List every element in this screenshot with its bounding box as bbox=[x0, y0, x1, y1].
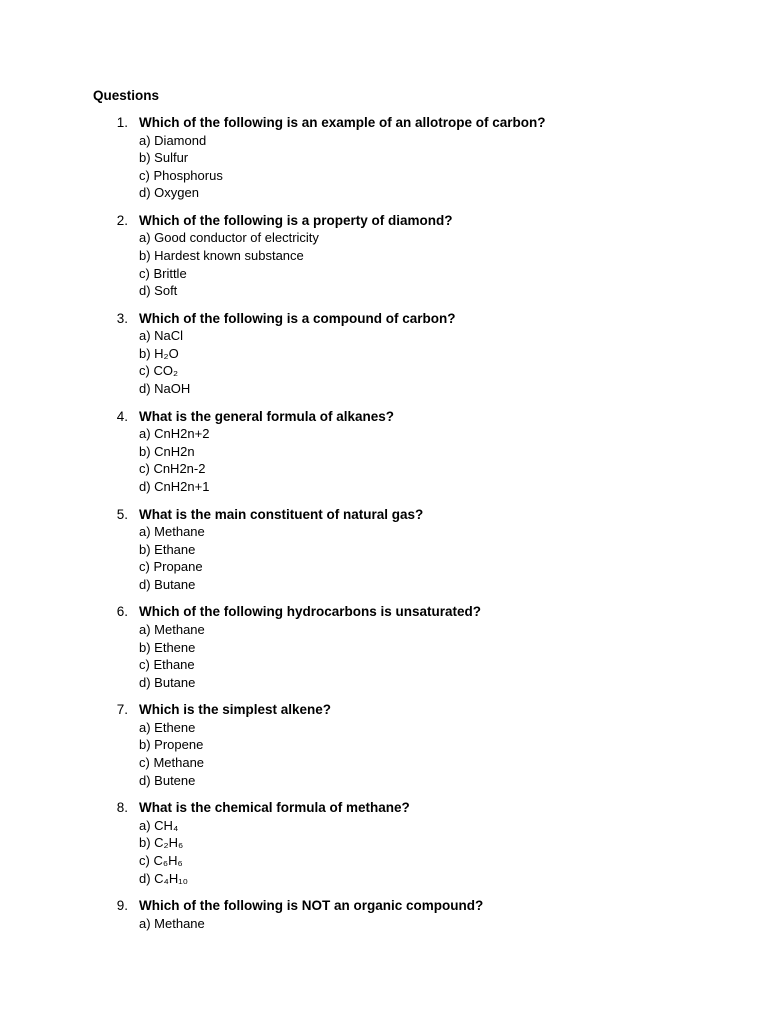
page-heading: Questions bbox=[93, 88, 160, 103]
answer-option: b) H₂O bbox=[139, 345, 179, 361]
answer-options bbox=[139, 523, 205, 593]
answer-option: c) Propane bbox=[139, 559, 203, 575]
answer-option: d) Butene bbox=[139, 772, 196, 788]
answer-option: a) Methane bbox=[139, 621, 205, 637]
answer-option: d) Butane bbox=[139, 576, 196, 592]
question-number: 9. bbox=[116, 898, 128, 914]
question-item bbox=[0, 114, 768, 212]
question-text: What is the general formula of alkanes? bbox=[139, 408, 395, 424]
question-number: 5. bbox=[116, 506, 128, 522]
question-text: What is the main constituent of natural gas? bbox=[139, 506, 424, 522]
question-item bbox=[0, 701, 768, 799]
answer-option: a) Diamond bbox=[139, 132, 207, 148]
question-text: Which of the following is a property of diamond? bbox=[139, 212, 453, 228]
answer-option: c) Ethane bbox=[139, 657, 195, 673]
answer-option: d) Soft bbox=[139, 283, 178, 299]
answer-option: a) CnH2n+2 bbox=[139, 426, 210, 442]
question-item bbox=[0, 310, 768, 408]
question-text: Which of the following is an example of an allotrope of carbon? bbox=[139, 115, 546, 130]
question-item bbox=[0, 506, 768, 604]
answer-option: b) Propene bbox=[139, 737, 204, 753]
answer-option: a) CH₄ bbox=[139, 817, 179, 833]
question-item bbox=[0, 408, 768, 506]
question-text: What is the chemical formula of methane? bbox=[139, 800, 410, 816]
answer-option: b) C₂H₆ bbox=[139, 835, 184, 851]
question-item bbox=[0, 212, 768, 310]
question-number: 1. bbox=[116, 115, 128, 130]
answer-option: c) Phosphorus bbox=[139, 167, 223, 183]
answer-option: d) CnH2n+1 bbox=[139, 478, 210, 494]
answer-option: b) Hardest known substance bbox=[139, 247, 304, 263]
answer-option: c) CnH2n-2 bbox=[139, 461, 206, 477]
answer-option: c) CO₂ bbox=[139, 363, 178, 379]
question-item bbox=[0, 897, 768, 995]
answer-options bbox=[139, 621, 205, 691]
answer-option: c) C₆H₆ bbox=[139, 852, 183, 868]
answer-option: d) Butane bbox=[139, 674, 196, 690]
question-item bbox=[0, 603, 768, 701]
answer-option: d) NaOH bbox=[139, 381, 191, 397]
answer-option: a) Methane bbox=[139, 915, 205, 931]
question-number: 7. bbox=[116, 702, 128, 718]
question-text: Which of the following is NOT an organic compound? bbox=[139, 898, 484, 914]
question-number: 3. bbox=[116, 310, 128, 326]
answer-option: b) Sulfur bbox=[139, 150, 189, 166]
question-item bbox=[0, 799, 768, 897]
question-list bbox=[0, 114, 768, 995]
question-text: Which of the following is a compound of carbon? bbox=[139, 310, 456, 326]
question-number: 4. bbox=[116, 408, 128, 424]
question-number: 6. bbox=[116, 604, 128, 620]
answer-option: c) Brittle bbox=[139, 265, 187, 281]
answer-option: c) Methane bbox=[139, 755, 205, 771]
answer-option: b) Ethane bbox=[139, 541, 196, 557]
answer-option: d) C₄H₁₀ bbox=[139, 870, 189, 886]
answer-options bbox=[139, 915, 205, 933]
question-text: Which is the simplest alkene? bbox=[139, 702, 332, 718]
answer-option: b) Ethene bbox=[139, 639, 196, 655]
answer-option: a) Ethene bbox=[139, 719, 196, 735]
answer-options bbox=[139, 132, 223, 202]
answer-option: a) Good conductor of electricity bbox=[139, 230, 319, 246]
question-text: Which of the following hydrocarbons is unsaturated? bbox=[139, 604, 482, 620]
answer-option: a) Methane bbox=[139, 524, 205, 540]
answer-options bbox=[139, 719, 204, 789]
answer-options bbox=[139, 327, 190, 397]
answer-option: a) NaCl bbox=[139, 328, 184, 344]
question-number: 2. bbox=[116, 212, 128, 228]
answer-option: b) CnH2n bbox=[139, 443, 195, 459]
answer-options bbox=[139, 229, 319, 299]
question-number: 8. bbox=[116, 800, 128, 816]
answer-options bbox=[139, 817, 188, 887]
answer-option: d) Oxygen bbox=[139, 185, 199, 201]
answer-options bbox=[139, 425, 209, 495]
